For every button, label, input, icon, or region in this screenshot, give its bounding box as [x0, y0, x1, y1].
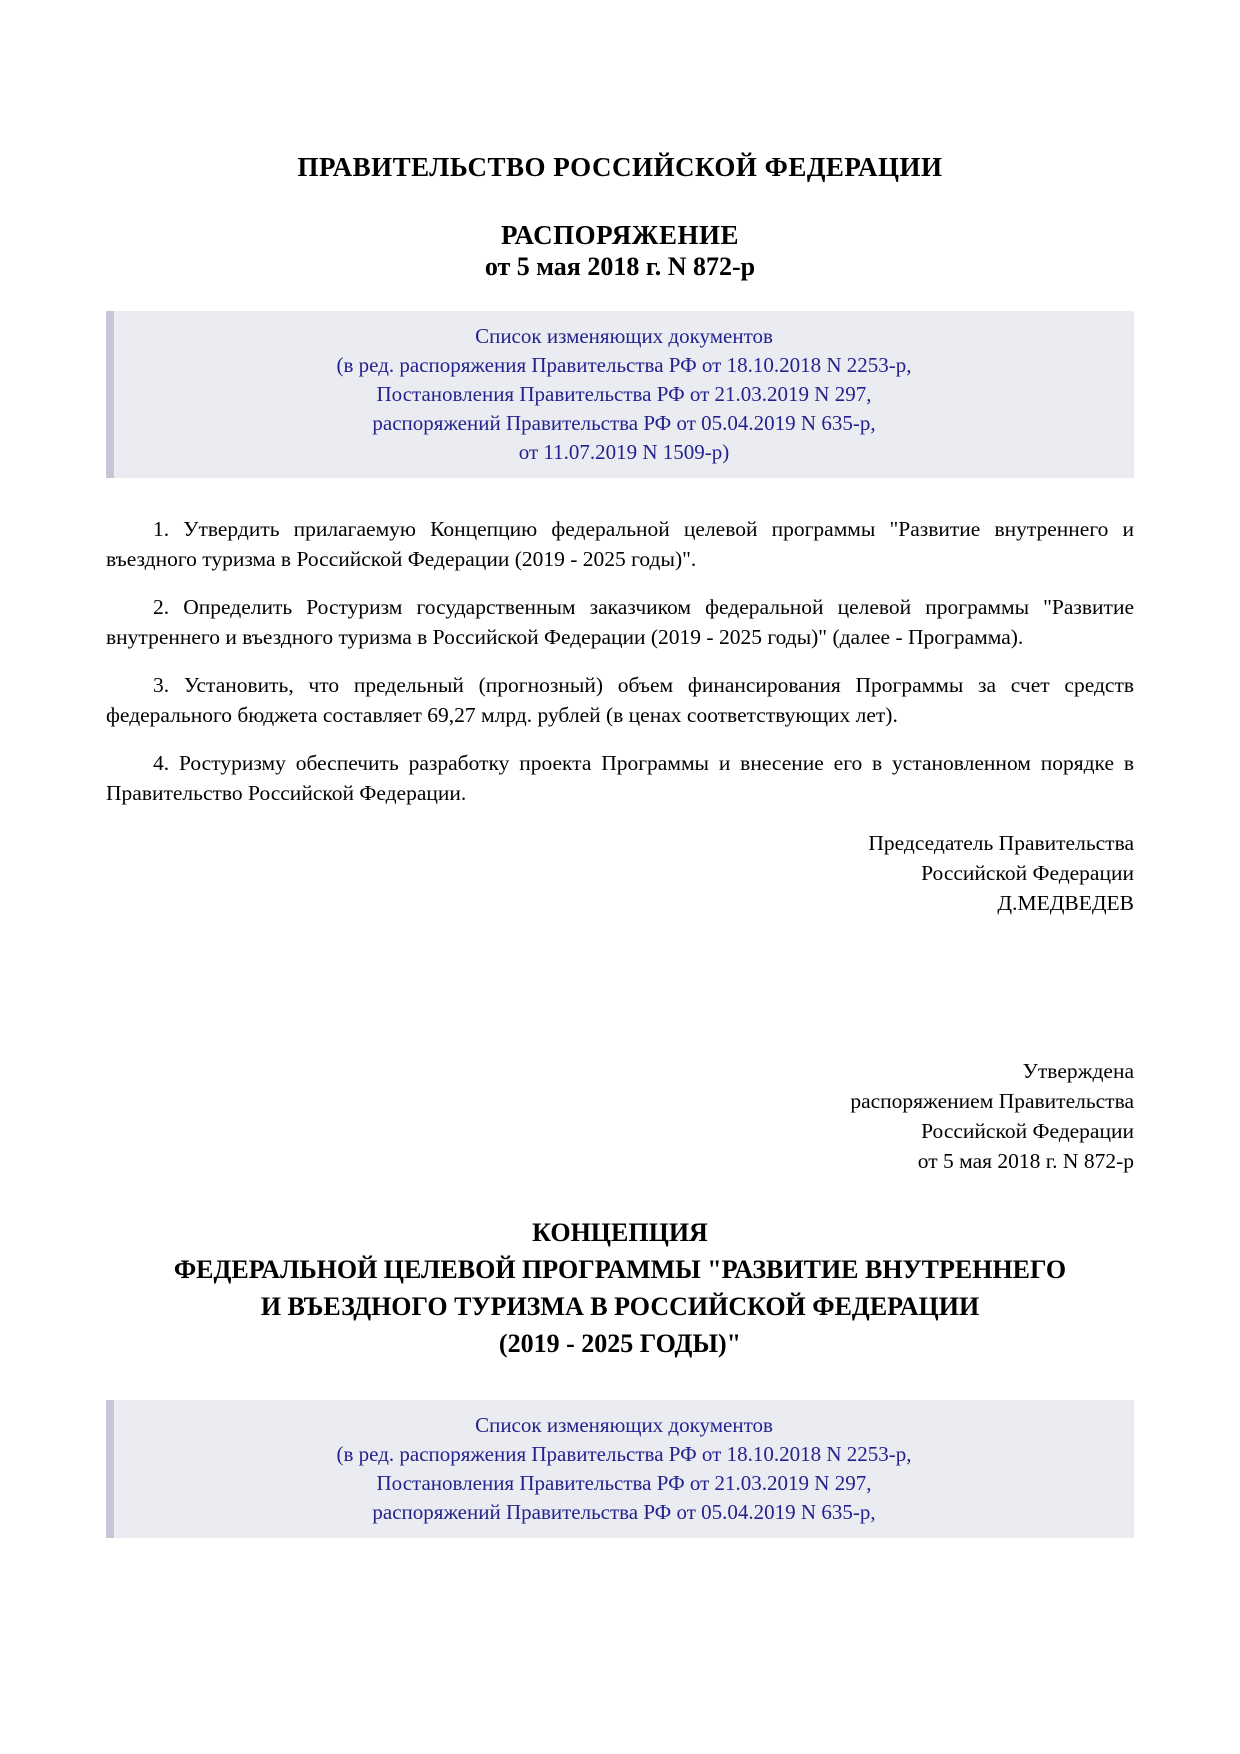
approval-line: Утверждена [1022, 1059, 1134, 1083]
amendments-line: распоряжений Правительства РФ от 05.04.2019 N 635-р, [372, 1500, 876, 1524]
approval-line: распоряжением Правительства [850, 1089, 1134, 1113]
amendments-line: (в ред. распоряжения Правительства РФ от 18.10.2018 N 2253-р, [336, 1442, 912, 1466]
body-paragraph-2: 2. Определить Ростуризм государственным заказчиком федеральной целевой программы "Развитие внутреннего и въездного туризма в Российской Федерации (2019 - 2025 годы)" (далее - Программа). [106, 595, 1134, 649]
approval-line: Российской Федерации [921, 1119, 1134, 1143]
approval-line: от 5 мая 2018 г. N 872-р [917, 1149, 1134, 1173]
document-date-number: от 5 мая 2018 г. N 872-р [484, 252, 756, 281]
amendments-box-2 [106, 1400, 1134, 1538]
concept-heading-line: КОНЦЕПЦИЯ [532, 1218, 708, 1247]
concept-heading-line: И ВЪЕЗДНОГО ТУРИЗМА В РОССИЙСКОЙ ФЕДЕРАЦИИ [260, 1292, 980, 1321]
signature-block [106, 828, 1134, 918]
amendments-line: распоряжений Правительства РФ от 05.04.2019 N 635-р, [372, 411, 876, 435]
concept-heading [106, 1214, 1134, 1362]
amendments-line: Список изменяющих документов [475, 1413, 773, 1437]
document-type-heading: РАСПОРЯЖЕНИЕ [500, 220, 740, 250]
signature-line: Российской Федерации [921, 861, 1134, 885]
amendments-line: Список изменяющих документов [475, 324, 773, 348]
signature-line: Председатель Правительства [868, 831, 1134, 855]
signature-line: Д.МЕДВЕДЕВ [997, 891, 1134, 915]
document-organization-title: ПРАВИТЕЛЬСТВО РОССИЙСКОЙ ФЕДЕРАЦИИ [297, 152, 943, 182]
amendments-line: Постановления Правительства РФ от 21.03.2019 N 297, [376, 382, 872, 406]
amendments-line: Постановления Правительства РФ от 21.03.2019 N 297, [376, 1471, 872, 1495]
concept-heading-line: (2019 - 2025 ГОДЫ)" [498, 1329, 742, 1358]
body-paragraph-1: 1. Утвердить прилагаемую Концепцию федеральной целевой программы "Развитие внутреннего и въездного туризма в Российской Федерации (2019 - 2025 годы)". [106, 517, 1134, 571]
approval-block [106, 1056, 1134, 1176]
concept-heading-line: ФЕДЕРАЛЬНОЙ ЦЕЛЕВОЙ ПРОГРАММЫ "РАЗВИТИЕ ВНУТРЕННЕГО [173, 1255, 1067, 1284]
amendments-line: (в ред. распоряжения Правительства РФ от 18.10.2018 N 2253-р, [336, 353, 912, 377]
amendments-line: от 11.07.2019 N 1509-р) [518, 440, 730, 464]
body-paragraph-4: 4. Ростуризму обеспечить разработку проекта Программы и внесение его в установленном порядке в Правительство Российской Федерации. [106, 751, 1134, 805]
amendments-box-1 [106, 311, 1134, 478]
body-paragraph-3: 3. Установить, что предельный (прогнозный) объем финансирования Программы за счет средств федерального бюджета составляет 69,27 млрд. рублей (в ценах соответствующих лет). [106, 673, 1134, 727]
